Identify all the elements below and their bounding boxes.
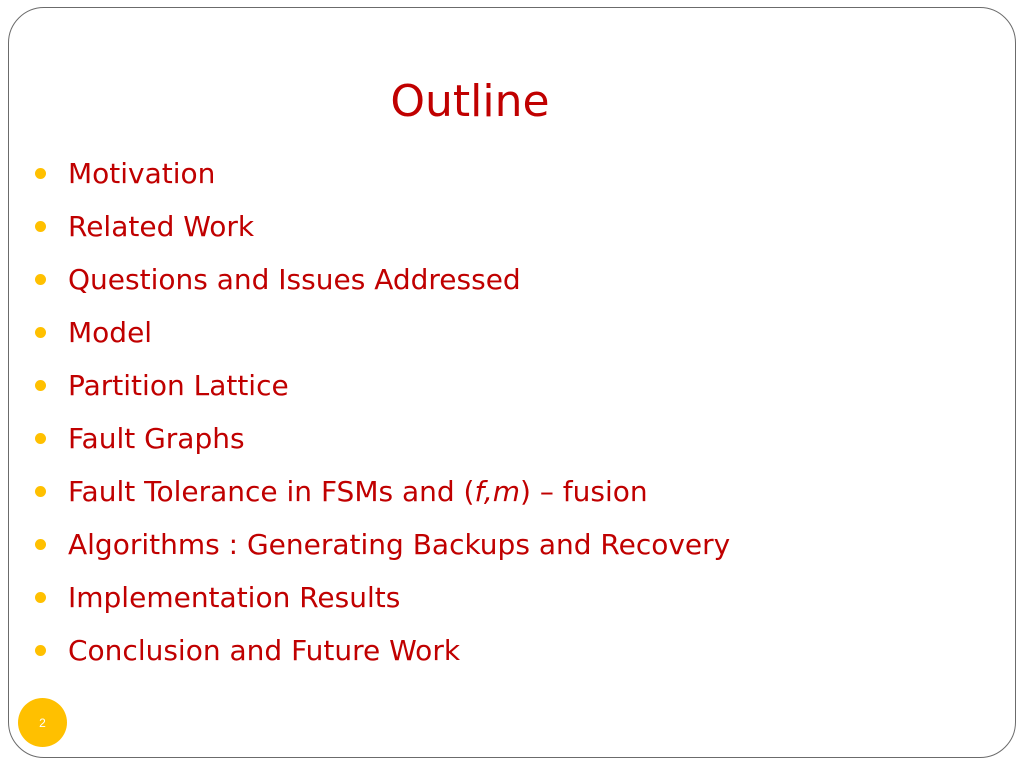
bullet-text-fault-tolerance xyxy=(68,474,648,508)
slide-title: Outline xyxy=(390,76,550,127)
italic-f: f xyxy=(474,474,484,508)
bullet-text-related-work: Related Work xyxy=(68,209,255,243)
bullet-text-algorithms: Algorithms : Generating Backups and Recovery xyxy=(68,527,731,561)
list-item xyxy=(34,518,730,571)
bullet-dot-icon xyxy=(35,380,46,391)
list-item xyxy=(34,571,730,624)
list-item xyxy=(34,306,730,359)
bullet-dot-icon xyxy=(35,645,46,656)
bullet-dot-icon xyxy=(35,221,46,232)
list-item xyxy=(34,253,730,306)
bullet-text-partition-lattice: Partition Lattice xyxy=(68,368,289,402)
bullet-dot-icon xyxy=(35,433,46,444)
bullet-dot-icon xyxy=(35,168,46,179)
bullet-text-fault-graphs: Fault Graphs xyxy=(68,421,245,455)
list-item xyxy=(34,200,730,253)
page-number: 2 xyxy=(39,715,46,730)
fault-tolerance-prefix: Fault Tolerance in FSMs and ( xyxy=(68,474,475,508)
list-item xyxy=(34,412,730,465)
bullet-text-conclusion: Conclusion and Future Work xyxy=(68,633,461,667)
bullet-dot-icon xyxy=(35,539,46,550)
bullet-dot-icon xyxy=(35,274,46,285)
list-item xyxy=(34,465,730,518)
list-item xyxy=(34,624,730,677)
bullet-text-implementation: Implementation Results xyxy=(68,580,401,614)
page-number-badge xyxy=(18,698,67,747)
fault-tolerance-suffix: ) – fusion xyxy=(520,474,648,508)
italic-m: m xyxy=(492,474,521,508)
bullet-text-questions: Questions and Issues Addressed xyxy=(68,262,521,296)
bullet-dot-icon xyxy=(35,327,46,338)
bullet-text-model: Model xyxy=(68,315,153,349)
list-item xyxy=(34,147,730,200)
comma: , xyxy=(483,474,493,508)
bullet-text-motivation: Motivation xyxy=(68,156,216,190)
bullet-dot-icon xyxy=(35,592,46,603)
list-item xyxy=(34,359,730,412)
bullet-list xyxy=(34,147,730,677)
bullet-dot-icon xyxy=(35,486,46,497)
